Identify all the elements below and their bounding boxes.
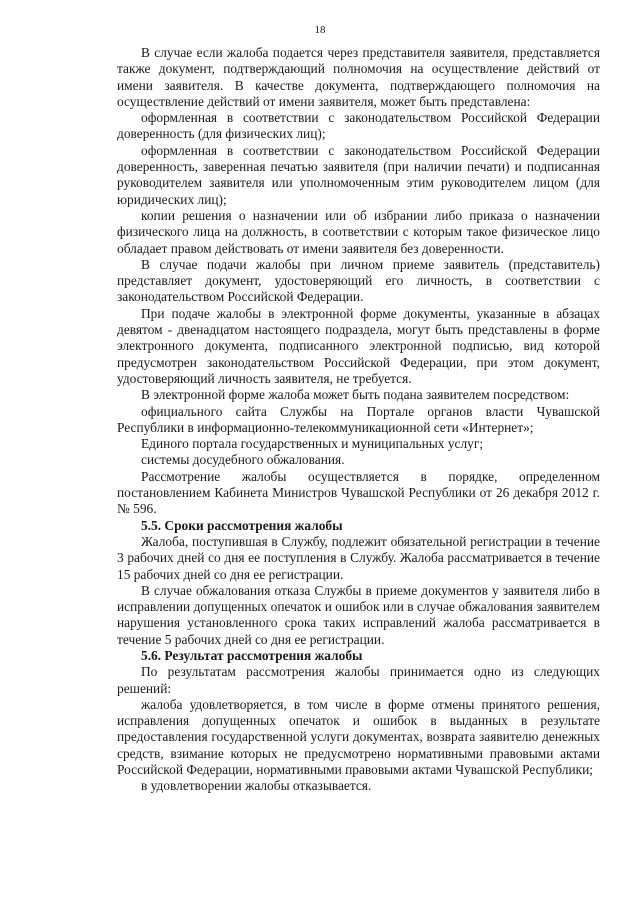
paragraph: В случае подачи жалобы при личном приеме заявитель (представитель) представляет документ, удостоверяющий его личность, в соответствии с законодательством Российской Федерации. (117, 256, 600, 305)
paragraph: оформленная в соответствии с законодательством Российской Федерации доверенность (для физических лиц); (117, 110, 600, 142)
paragraph: оформленная в соответствии с законодательством Российской Федерации доверенность, заверенная печатью заявителя (при наличии печати) и подписанная руководителем заявителя или уполномоченным этим руководителем лицом (для юридических лиц); (117, 142, 600, 207)
paragraph: копии решения о назначении или об избрании либо приказа о назначении физического лица на должность, в соответствии с которым такое физическое лицо обладает правом действовать от имени заявителя без доверенности. (117, 207, 600, 256)
section-heading-5-6: 5.6. Результат рассмотрения жалобы (141, 647, 363, 663)
paragraph: Единого портала государственных и муниципальных услуг; (141, 436, 484, 452)
paragraph: Жалоба, поступившая в Службу, подлежит обязательной регистрации в течение 3 рабочих дней со дня ее поступления в Службу. Жалоба рассматривается в течение 15 рабочих дней со дня ее регистрации. (117, 533, 600, 582)
page-number: 18 (314, 24, 326, 36)
paragraph: В электронной форме жалоба может быть подана заявителем посредством: (141, 387, 570, 403)
paragraph: Рассмотрение жалобы осуществляется в порядке, определенном постановлением Кабинета Министров Чувашской Республики от 26 декабря 2012 г. № 596. (117, 468, 600, 517)
paragraph: официального сайта Службы на Портале органов власти Чувашской Республики в информационно-телекоммуникационной сети «Интернет»; (117, 403, 600, 435)
paragraph: В случае если жалоба подается через представителя заявителя, представляется также документ, подтверждающий полномочия на осуществление действий от имени заявителя. В качестве документа, подтверждающего полномочия на осуществление действий от имени заявителя, может быть представлена: (117, 45, 600, 109)
paragraph: При подаче жалобы в электронной форме документы, указанные в абзацах девятом - двенадцатом настоящего подраздела, могут быть представлены в форме электронного документа, подписанного электронной подписью, вид которой предусмотрен законодательством Российской Федерации, при этом документ, удостоверяющий личность заявителя, не требуется. (117, 305, 600, 386)
paragraph: в удовлетворении жалобы отказывается. (141, 778, 372, 794)
document-body (117, 45, 600, 795)
paragraph: В случае обжалования отказа Службы в приеме документов у заявителя либо в исправлении допущенных опечаток и ошибок или в случае обжалования заявителем нарушения установленного срока таких исправлений жалоба рассматривается в течение 5 рабочих дней со дня ее регистрации. (117, 582, 600, 647)
section-heading-5-5: 5.5. Сроки рассмотрения жалобы (141, 517, 343, 533)
paragraph: системы досудебного обжалования. (141, 452, 345, 468)
paragraph: жалоба удовлетворяется, в том числе в форме отмены принятого решения, исправления допущенных опечаток и ошибок в выданных в результате предоставления государственной услуги документах, возврата заявителю денежных средств, взимание которых не предусмотрено нормативными правовыми актами Российской Федерации, нормативными правовыми актами Чувашской Республики; (117, 696, 600, 778)
paragraph: По результатам рассмотрения жалобы принимается одно из следующих решений: (117, 664, 600, 696)
